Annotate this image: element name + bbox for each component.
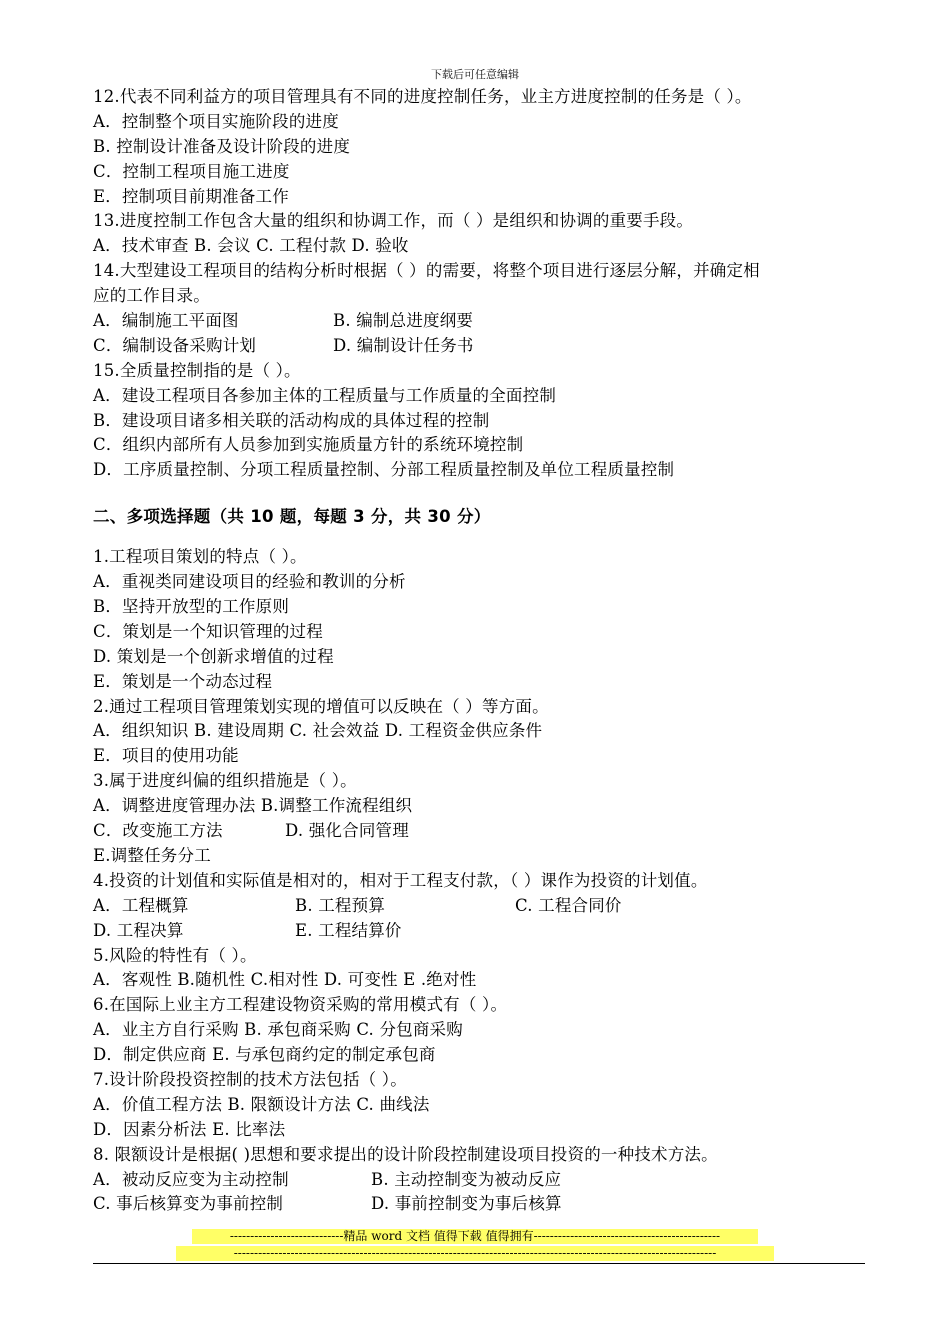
option-a: D. 工程决算: [93, 920, 184, 940]
option-line: B. 控制设计准备及设计阶段的进度: [93, 136, 351, 156]
option-line: E．策划是一个动态过程: [93, 671, 273, 691]
option-line: D．工序质量控制、分项工程质量控制、分部工程质量控制及单位工程质量控制: [93, 460, 675, 480]
option-right: D. 强化合同管理: [285, 821, 409, 841]
option-row: [93, 309, 883, 334]
option-line: A．技术审查 B. 会议 C. 工程付款 D. 验收: [93, 236, 409, 256]
option-row: [93, 1192, 883, 1217]
option-left: A．编制施工平面图: [93, 311, 239, 331]
option-line: D. 策划是一个创新求增值的过程: [93, 646, 334, 666]
option-line: A．调整进度管理办法 B.调整工作流程组织: [93, 796, 413, 816]
option-line: E．控制项目前期准备工作: [93, 186, 289, 206]
question-5: 5.风险的特性有（ ）。: [93, 945, 257, 965]
option-right: B. 编制总进度纲要: [333, 311, 474, 331]
question-6: 6.在国际上业主方工程建设物资采购的常用模式有（ ）。: [93, 995, 508, 1015]
option-line: A．组织知识 B. 建设周期 C. 社会效益 D. 工程资金供应条件: [93, 721, 543, 741]
question-14-cont: 应的工作目录。: [93, 286, 210, 306]
option-line: A．重视类同建设项目的经验和教训的分析: [93, 572, 406, 592]
option-c: C. 工程合同价: [515, 895, 622, 915]
question-13: 13.进度控制工作包含大量的组织和协调工作，而（ ）是组织和协调的重要手段。: [93, 211, 694, 231]
option-line: A．客观性 B.随机性 C.相对性 D. 可变性 E .绝对性: [93, 970, 477, 990]
option-line: A．控制整个项目实施阶段的进度: [93, 111, 339, 131]
question-1: 1.工程项目策划的特点（ ）。: [93, 547, 307, 567]
option-row: [93, 894, 883, 919]
option-left: C．编制设备采购计划: [93, 335, 257, 355]
option-line: D．制定供应商 E. 与承包商约定的制定承包商: [93, 1045, 436, 1065]
option-line: E.调整任务分工: [93, 845, 211, 865]
option-a: A．工程概算: [93, 895, 189, 915]
section-title: 二、多项选择题（共 10 题，每题 3 分，共 30 分）: [93, 507, 491, 527]
option-left: A．被动反应变为主动控制: [93, 1169, 289, 1189]
page-header: 下载后可任意编辑: [431, 68, 519, 81]
option-line: B．坚持开放型的工作原则: [93, 597, 290, 617]
option-line: C．控制工程项目施工进度: [93, 161, 290, 181]
question-12: 12.代表不同利益方的项目管理具有不同的进度控制任务，业主方进度控制的任务是（ ）。: [93, 87, 752, 106]
option-left: C．改变施工方法: [93, 821, 223, 841]
question-8: 8. 限额设计是根据( )思想和要求提出的设计阶段控制建设项目投资的一种技术方法。: [93, 1144, 718, 1164]
option-line: B．建设项目诸多相关联的活动构成的具体过程的控制: [93, 410, 490, 430]
question-3: 3.属于进度纠偏的组织措施是（ ）。: [93, 771, 357, 791]
option-row: [93, 334, 883, 359]
question-7: 7.设计阶段投资控制的技术方法包括（ ）。: [93, 1069, 407, 1089]
footer-divider: [93, 1263, 865, 1264]
document-body: [93, 85, 883, 1217]
option-row: [93, 819, 883, 844]
option-line: A．业主方自行采购 B. 承包商采购 C. 分包商采购: [93, 1020, 463, 1040]
option-row: [93, 919, 883, 944]
footer-banner-text: ----------------------------精品 word 文档 值得下载 值得拥有----------------------------------------------: [192, 1229, 758, 1244]
option-right: D. 编制设计任务书: [333, 335, 474, 355]
option-b: E. 工程结算价: [295, 920, 402, 940]
option-right: D. 事前控制变为事后核算: [371, 1194, 562, 1214]
option-left: C. 事后核算变为事前控制: [93, 1194, 284, 1214]
option-right: B. 主动控制变为被动反应: [371, 1169, 562, 1189]
question-2: 2.通过工程项目管理策划实现的增值可以反映在（ ）等方面。: [93, 696, 549, 716]
option-line: A．价值工程方法 B. 限额设计方法 C. 曲线法: [93, 1094, 430, 1114]
option-line: A．建设工程项目各参加主体的工程质量与工作质量的全面控制: [93, 385, 557, 405]
option-b: B. 工程预算: [295, 895, 386, 915]
option-line: C．组织内部所有人员参加到实施质量方针的系统环境控制: [93, 435, 524, 455]
option-line: E．项目的使用功能: [93, 746, 239, 766]
option-row: [93, 1168, 883, 1193]
question-4: 4.投资的计划值和实际值是相对的，相对于工程支付款，（ ）课作为投资的计划值。: [93, 870, 708, 890]
option-line: D．因素分析法 E. 比率法: [93, 1119, 286, 1139]
question-15: 15.全质量控制指的是（ ）。: [93, 360, 301, 380]
option-line: C．策划是一个知识管理的过程: [93, 621, 323, 641]
footer-banner-dashes: -----------------------------------------------------------------------------------------------------------------------: [176, 1246, 774, 1261]
question-14: 14.大型建设工程项目的结构分析时根据（ ）的需要，将整个项目进行逐层分解，并确定相: [93, 261, 760, 281]
